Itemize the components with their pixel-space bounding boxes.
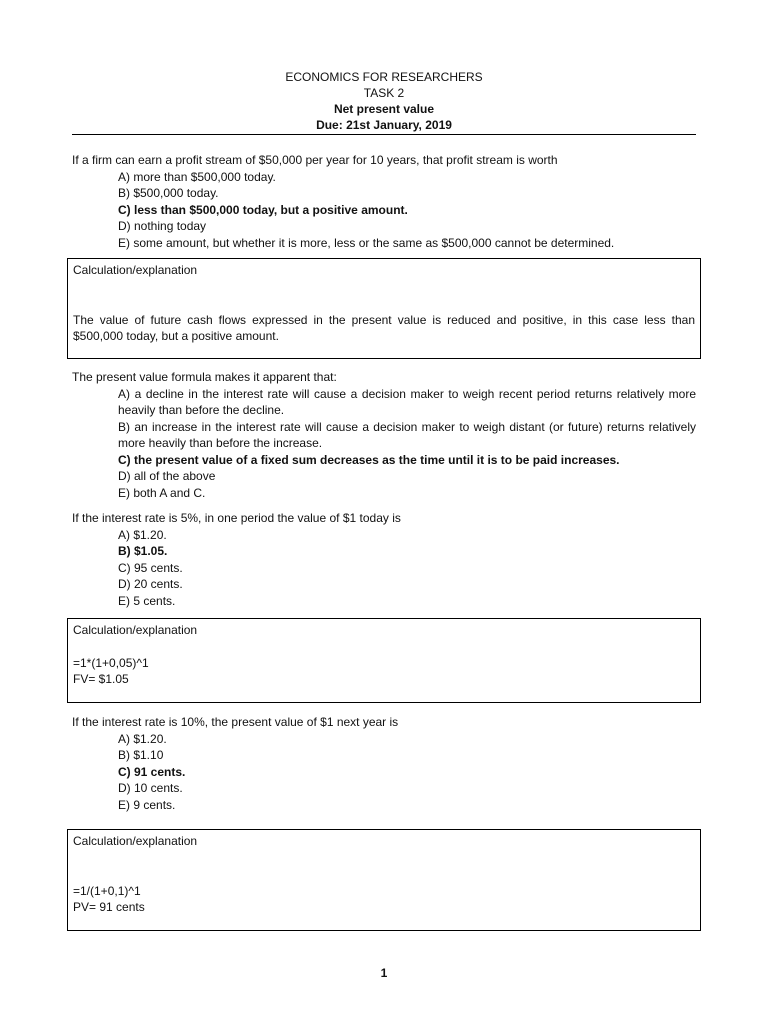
question-stem: If a firm can earn a profit stream of $50,000 per year for 10 years, that profit stream is worth bbox=[72, 153, 558, 167]
box-result: FV= $1.05 bbox=[73, 672, 129, 686]
option-d: D) all of the above bbox=[118, 469, 216, 483]
box-result: PV= 91 cents bbox=[73, 900, 145, 914]
topic-title: Net present value bbox=[333, 102, 435, 116]
question-1 bbox=[72, 152, 696, 251]
due-date: Due: 21st January, 2019 bbox=[316, 118, 452, 132]
option-a: A) more than $500,000 today. bbox=[118, 169, 276, 184]
option-d: D) 20 cents. bbox=[118, 577, 183, 591]
option-d: D) nothing today bbox=[118, 219, 207, 233]
option-e: E) both A and C. bbox=[118, 485, 206, 500]
option-e: E) some amount, but whether it is more, less or the same as $500,000 cannot be determined. bbox=[118, 235, 615, 250]
answer-box-1 bbox=[67, 258, 701, 359]
box-formula: =1/(1+0,1)^1 bbox=[73, 883, 141, 898]
box-heading: Calculation/explanation bbox=[73, 834, 198, 848]
document-header bbox=[72, 69, 696, 133]
answer-box-3 bbox=[67, 618, 701, 703]
option-c-correct: C) 91 cents. bbox=[118, 764, 186, 779]
option-e: E) 5 cents. bbox=[118, 593, 176, 608]
header-divider bbox=[72, 134, 696, 135]
question-2 bbox=[72, 369, 696, 501]
option-b: B) $500,000 today. bbox=[118, 186, 219, 200]
option-c: C) 95 cents. bbox=[118, 560, 183, 575]
question-3 bbox=[72, 510, 696, 609]
option-a: A) $1.20. bbox=[118, 527, 167, 542]
question-stem: The present value formula makes it apparent that: bbox=[72, 370, 337, 384]
course-title: ECONOMICS FOR RESEARCHERS bbox=[285, 70, 483, 84]
page-number: 1 bbox=[380, 966, 388, 980]
answer-box-4 bbox=[67, 829, 701, 931]
option-c-correct: C) the present value of a fixed sum decreases as the time until it is to be paid increases. bbox=[118, 452, 620, 467]
box-formula: =1*(1+0,05)^1 bbox=[73, 655, 149, 670]
box-heading: Calculation/explanation bbox=[73, 623, 198, 637]
option-a: A) $1.20. bbox=[118, 731, 167, 746]
question-4 bbox=[72, 714, 696, 813]
option-c-correct: C) less than $500,000 today, but a positive amount. bbox=[118, 202, 408, 217]
answer-options bbox=[72, 527, 696, 610]
option-e: E) 9 cents. bbox=[118, 797, 176, 812]
question-stem: If the interest rate is 10%, the present value of $1 next year is bbox=[72, 715, 399, 729]
answer-options bbox=[72, 386, 696, 502]
option-b: B) an increase in the interest rate will cause a decision maker to weigh distant (or future) returns relatively more heavily than before the increase. bbox=[118, 419, 696, 450]
task-title: TASK 2 bbox=[363, 86, 405, 100]
option-b: B) $1.10 bbox=[118, 748, 164, 762]
box-explanation: The value of future cash flows expressed in the present value is reduced and positive, in this case less than $500,000 today, but a positive amount. bbox=[73, 312, 695, 343]
question-stem: If the interest rate is 5%, in one period the value of $1 today is bbox=[72, 511, 401, 525]
option-d: D) 10 cents. bbox=[118, 781, 183, 795]
answer-options bbox=[72, 731, 696, 814]
option-b-correct: B) $1.05. bbox=[118, 544, 168, 558]
box-heading: Calculation/explanation bbox=[73, 263, 198, 277]
option-a: A) a decline in the interest rate will cause a decision maker to weigh recent period returns relatively more heavily than before the decline. bbox=[118, 386, 696, 417]
answer-options bbox=[72, 169, 696, 252]
